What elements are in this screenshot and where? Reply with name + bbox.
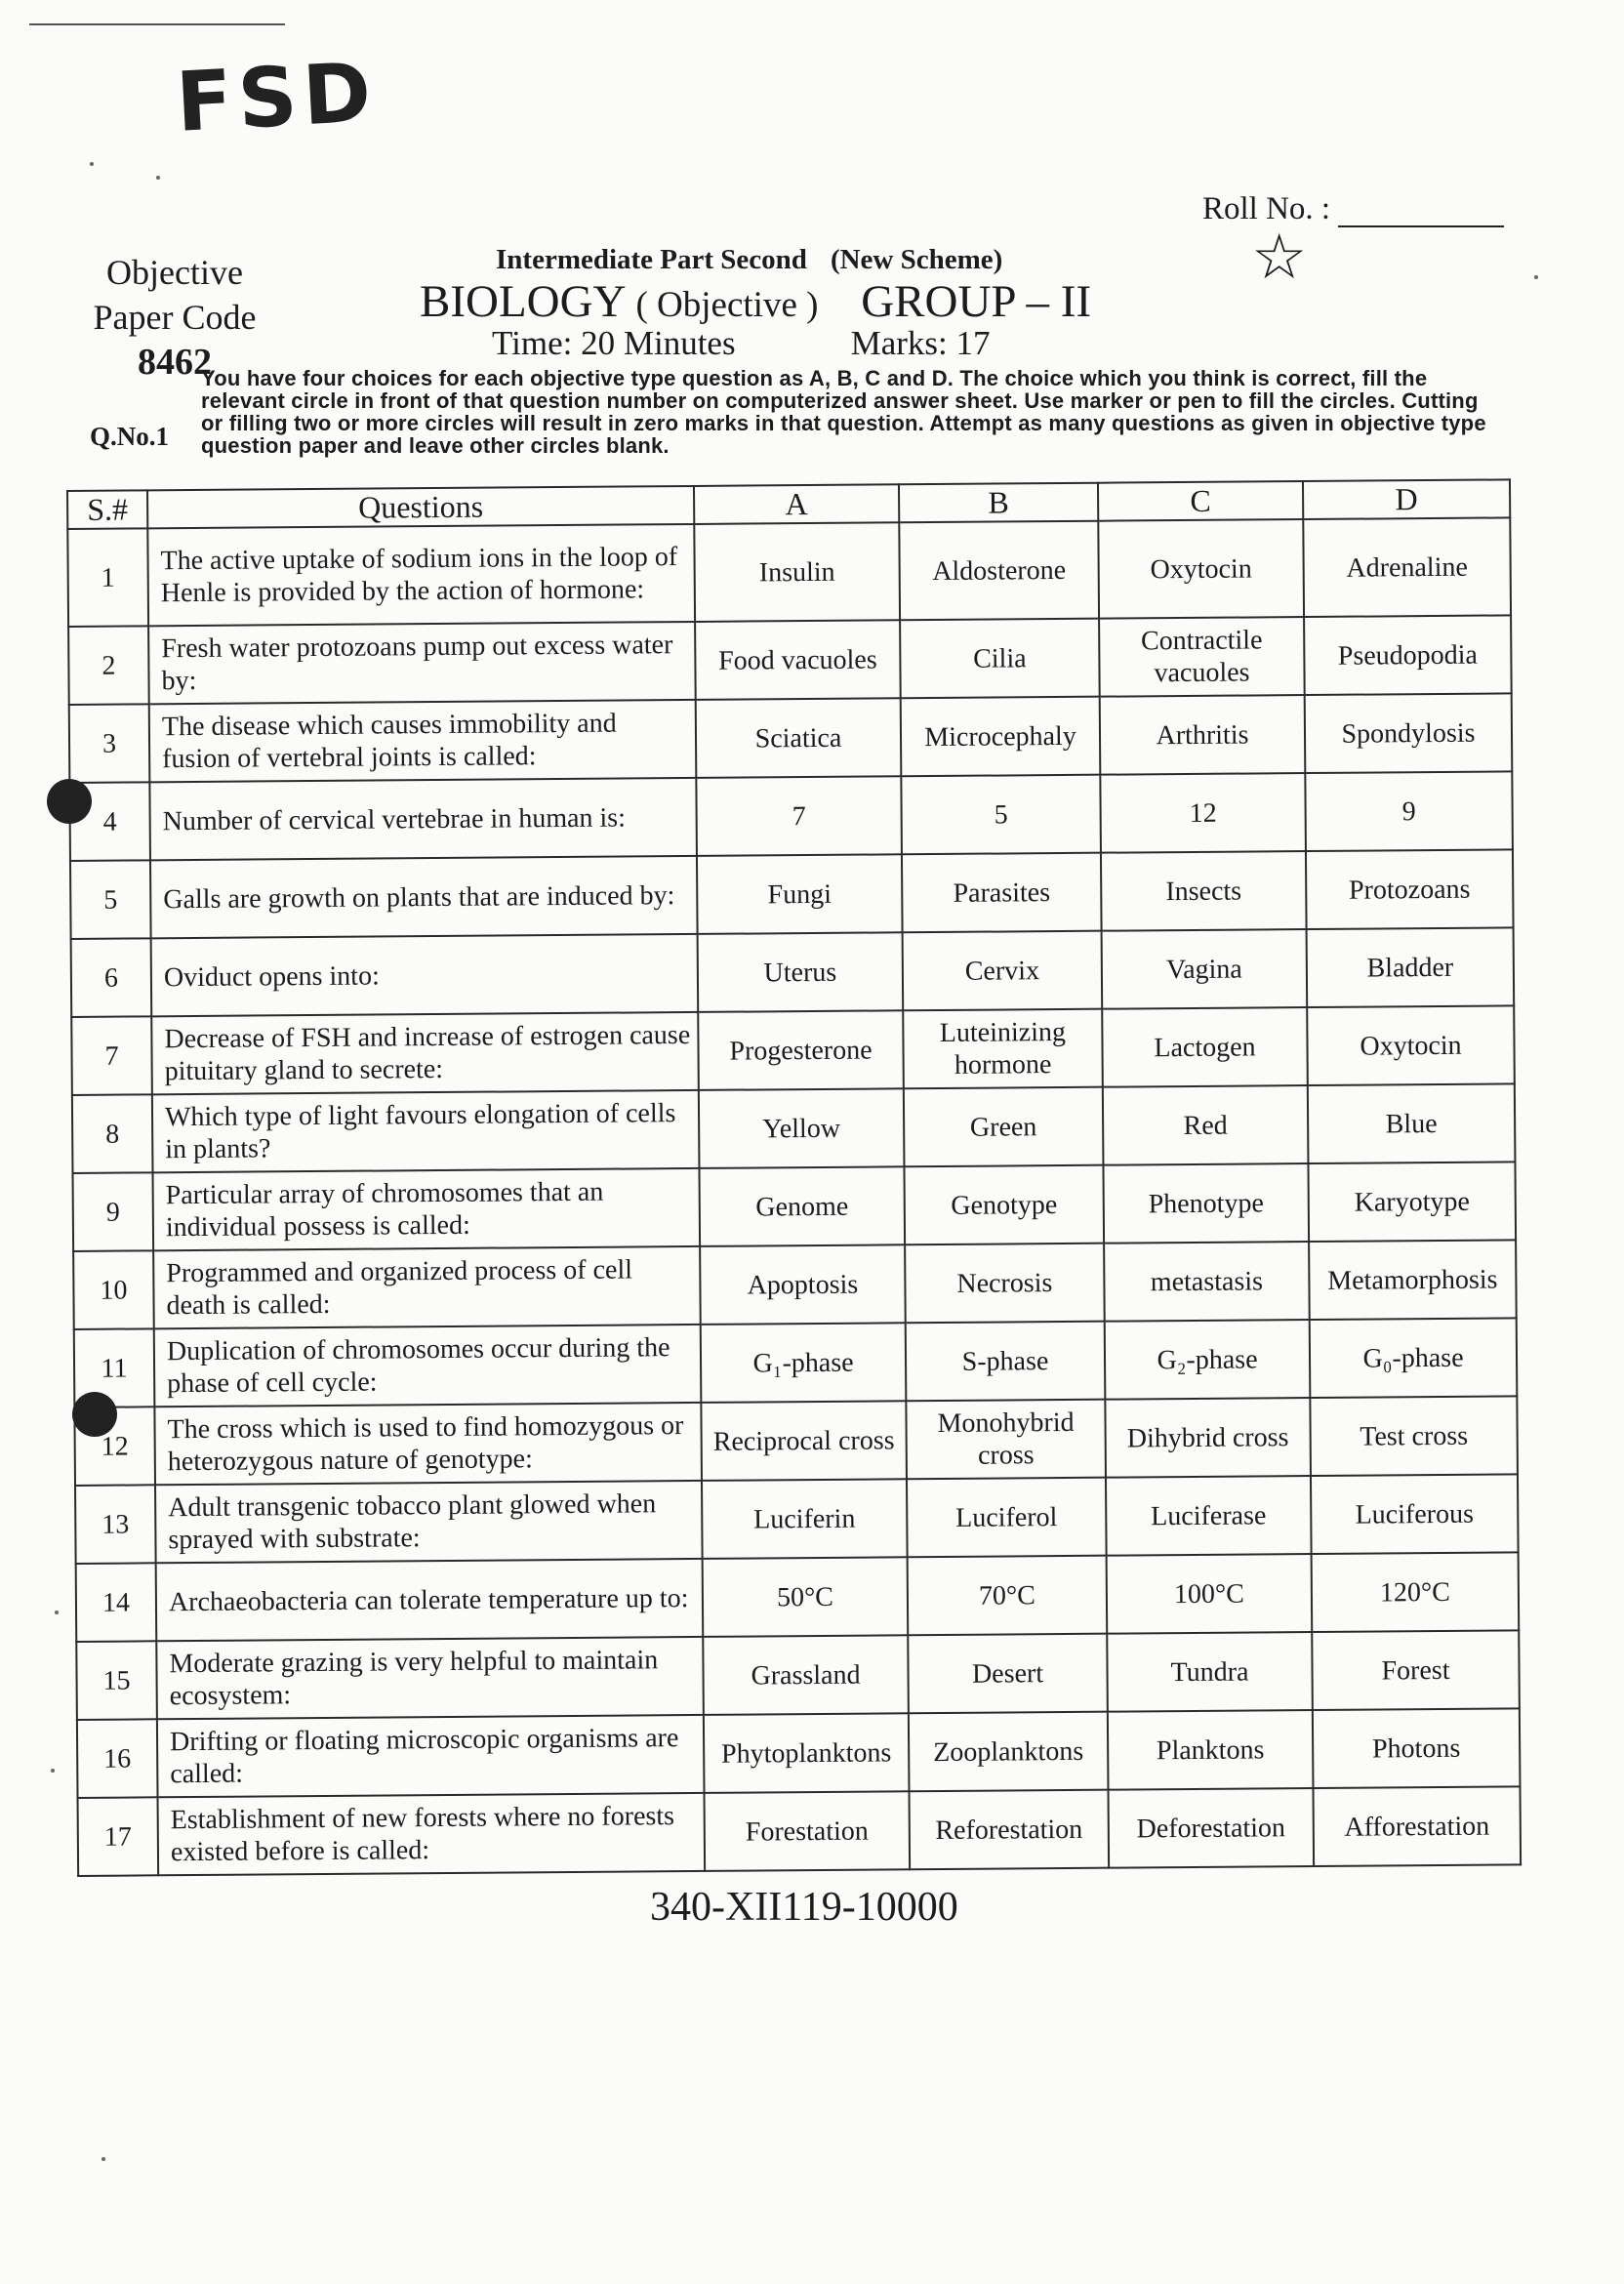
scan-speck bbox=[51, 1769, 55, 1773]
option-c-cell: G₂-phase bbox=[1105, 1320, 1311, 1400]
scan-speck bbox=[90, 162, 94, 166]
table-row bbox=[74, 1396, 1518, 1486]
option-b-cell: Cervix bbox=[903, 931, 1103, 1011]
option-c-cell: Tundra bbox=[1107, 1632, 1313, 1712]
option-b-cell: Reforestation bbox=[909, 1790, 1109, 1870]
question-cell: Moderate grazing is very helpful to maintain ecosystem: bbox=[156, 1637, 704, 1719]
scan-speck bbox=[55, 1611, 59, 1614]
subject-title: BIOLOGY bbox=[420, 276, 625, 327]
header-a: A bbox=[694, 484, 899, 524]
option-a-cell: Luciferin bbox=[702, 1479, 908, 1559]
option-a-cell: 50°C bbox=[703, 1557, 909, 1637]
option-c-cell: Dihybrid cross bbox=[1105, 1398, 1311, 1478]
punch-hole-top bbox=[47, 779, 92, 824]
question-cell: Establishment of new forests where no forests existed before is called: bbox=[158, 1793, 706, 1875]
table-row bbox=[73, 1240, 1517, 1329]
option-a-cell: Progesterone bbox=[698, 1010, 904, 1090]
option-c-cell: Vagina bbox=[1102, 929, 1308, 1009]
scheme-label: (New Scheme) bbox=[830, 244, 1003, 275]
serial-cell: 15 bbox=[76, 1641, 157, 1720]
option-d-cell: Pseudopodia bbox=[1304, 615, 1512, 695]
option-a-cell: Grassland bbox=[703, 1635, 909, 1715]
subject-type: ( Objective ) bbox=[635, 285, 819, 325]
questions-table bbox=[66, 478, 1522, 1877]
option-a-cell: Sciatica bbox=[696, 698, 902, 778]
time-marks-line bbox=[492, 324, 991, 363]
option-c-cell: Lactogen bbox=[1102, 1007, 1308, 1087]
handwritten-mark: FSD bbox=[174, 44, 380, 150]
scan-speck bbox=[156, 176, 160, 180]
roll-blank-line bbox=[1338, 198, 1504, 227]
question-cell: Drifting or floating microscopic organisms are called: bbox=[157, 1715, 705, 1797]
serial-cell: 9 bbox=[72, 1172, 153, 1251]
option-c-cell: Insects bbox=[1101, 851, 1307, 931]
option-d-cell: Bladder bbox=[1307, 927, 1515, 1007]
option-d-cell: Metamorphosis bbox=[1309, 1240, 1517, 1320]
serial-cell: 14 bbox=[76, 1563, 157, 1642]
option-b-cell: Luciferol bbox=[907, 1478, 1107, 1558]
option-d-cell: Test cross bbox=[1310, 1396, 1518, 1476]
option-c-cell: Red bbox=[1103, 1085, 1309, 1165]
serial-cell: 8 bbox=[72, 1094, 153, 1173]
time-label: Time: 20 Minutes bbox=[492, 324, 736, 362]
serial-cell: 13 bbox=[75, 1485, 156, 1564]
question-cell: Oviduct opens into: bbox=[151, 934, 699, 1016]
option-b-cell: Parasites bbox=[902, 853, 1102, 933]
table-row bbox=[74, 1318, 1518, 1407]
header-b: B bbox=[899, 483, 1098, 523]
serial-cell: 1 bbox=[67, 528, 148, 627]
option-c-cell: Arthritis bbox=[1100, 695, 1306, 775]
paper-label-line2: Paper Code bbox=[93, 298, 257, 337]
option-b-cell: 5 bbox=[901, 775, 1101, 855]
table-row bbox=[72, 1083, 1516, 1173]
paper-label-line1: Objective bbox=[106, 253, 243, 292]
paper-code-block bbox=[82, 250, 267, 385]
option-a-cell: G₁-phase bbox=[701, 1323, 907, 1403]
question-number: Q.No.1 bbox=[90, 422, 169, 451]
table-body bbox=[67, 517, 1521, 1876]
option-c-cell: Oxytocin bbox=[1098, 519, 1304, 619]
roll-label: Roll No. : bbox=[1202, 191, 1331, 226]
option-d-cell: Luciferous bbox=[1311, 1474, 1519, 1554]
serial-cell: 7 bbox=[71, 1016, 152, 1095]
question-cell: Duplication of chromosomes occur during the phase of cell cycle: bbox=[154, 1325, 702, 1407]
option-d-cell: 9 bbox=[1305, 771, 1513, 851]
serial-cell: 2 bbox=[68, 626, 149, 705]
option-c-cell: 100°C bbox=[1107, 1554, 1313, 1634]
group-label: GROUP – II bbox=[861, 276, 1092, 327]
header-serial: S.# bbox=[67, 490, 147, 529]
option-a-cell: Food vacuoles bbox=[695, 620, 901, 700]
serial-cell: 10 bbox=[73, 1250, 154, 1329]
option-a-cell: Apoptosis bbox=[700, 1244, 906, 1325]
table-row bbox=[71, 927, 1515, 1017]
paper-code: 8462 bbox=[138, 342, 212, 383]
option-b-cell: S-phase bbox=[906, 1322, 1106, 1402]
option-b-cell: Genotype bbox=[904, 1165, 1104, 1245]
punch-hole-bottom bbox=[72, 1392, 117, 1437]
option-c-cell: Deforestation bbox=[1108, 1788, 1314, 1868]
option-a-cell: Forestation bbox=[705, 1791, 911, 1871]
question-cell: Programmed and organized process of cell death is called: bbox=[153, 1246, 701, 1328]
option-a-cell: Phytoplanktons bbox=[704, 1713, 910, 1793]
marks-label: Marks: 17 bbox=[850, 324, 991, 362]
option-c-cell: Planktons bbox=[1108, 1710, 1314, 1790]
question-cell: Number of cervical vertebrae in human is: bbox=[149, 778, 697, 860]
option-d-cell: Photons bbox=[1313, 1708, 1521, 1788]
option-a-cell: Insulin bbox=[694, 522, 900, 622]
option-b-cell: Luteinizing hormone bbox=[903, 1009, 1103, 1089]
questions-table-wrapper bbox=[66, 478, 1522, 1877]
option-c-cell: 12 bbox=[1100, 773, 1306, 853]
option-b-cell: Zooplanktons bbox=[909, 1712, 1109, 1792]
question-cell: Galls are growth on plants that are induced by: bbox=[150, 856, 698, 938]
serial-cell: 16 bbox=[77, 1719, 158, 1798]
table-row bbox=[71, 1005, 1515, 1095]
question-cell: Archaeobacteria can tolerate temperature up to: bbox=[156, 1559, 704, 1641]
scan-speck bbox=[1534, 275, 1538, 279]
table-row bbox=[75, 1474, 1519, 1564]
option-c-cell: Luciferase bbox=[1106, 1476, 1312, 1556]
option-d-cell: Karyotype bbox=[1308, 1162, 1516, 1242]
option-a-cell: Yellow bbox=[699, 1088, 905, 1168]
table-row bbox=[67, 517, 1511, 627]
table-row bbox=[70, 849, 1514, 939]
serial-cell: 12 bbox=[74, 1407, 155, 1486]
option-d-cell: 120°C bbox=[1312, 1552, 1520, 1632]
serial-cell: 11 bbox=[74, 1328, 155, 1407]
question-cell: Decrease of FSH and increase of estrogen cause pituitary gland to secrete: bbox=[151, 1012, 699, 1094]
option-d-cell: G₀-phase bbox=[1310, 1318, 1518, 1398]
option-b-cell: Green bbox=[904, 1087, 1104, 1167]
option-c-cell: Contractile vacuoles bbox=[1099, 617, 1305, 697]
table-row bbox=[68, 615, 1512, 705]
option-a-cell: Uterus bbox=[698, 932, 904, 1012]
table-row bbox=[76, 1630, 1520, 1720]
option-d-cell: Protozoans bbox=[1306, 849, 1514, 929]
instructions: You have four choices for each objective type question as A, B, C and D. The choice which you think is correct, fill the relevant circle in front of that question number on computerized answer sheet. Use marker or pen to fill the circles. Cutting or filling two or more circles will result in zero marks in that question. Attempt as many questions as given in objective type question paper and leave other circles blank. bbox=[201, 366, 1486, 458]
question-cell: The disease which causes immobility and fusion of vertebral joints is called: bbox=[149, 700, 697, 782]
serial-cell: 4 bbox=[69, 782, 150, 861]
question-cell: Which type of light favours elongation of cells in plants? bbox=[152, 1090, 700, 1172]
option-a-cell: Genome bbox=[699, 1166, 905, 1246]
table-row bbox=[72, 1162, 1516, 1251]
option-a-cell: Reciprocal cross bbox=[701, 1401, 907, 1481]
question-cell: Particular array of chromosomes that an individual possess is called: bbox=[152, 1168, 700, 1250]
option-a-cell: 7 bbox=[696, 776, 902, 856]
star-icon: ☆ bbox=[1251, 222, 1308, 294]
option-b-cell: 70°C bbox=[908, 1556, 1108, 1636]
table-row bbox=[78, 1786, 1522, 1876]
option-d-cell: Forest bbox=[1312, 1630, 1520, 1710]
option-c-cell: metastasis bbox=[1104, 1242, 1310, 1322]
question-cell: The cross which is used to find homozygous or heterozygous nature of genotype: bbox=[154, 1403, 702, 1485]
table-row bbox=[76, 1552, 1520, 1642]
option-b-cell: Cilia bbox=[900, 619, 1100, 699]
serial-cell: 6 bbox=[71, 938, 152, 1017]
option-b-cell: Aldosterone bbox=[899, 521, 1099, 621]
scan-speck bbox=[102, 2157, 105, 2161]
subject-line bbox=[420, 275, 1091, 328]
question-cell: Fresh water protozoans pump out excess water by: bbox=[148, 622, 696, 704]
header-c: C bbox=[1098, 481, 1303, 521]
serial-cell: 17 bbox=[78, 1797, 159, 1876]
option-d-cell: Spondylosis bbox=[1305, 693, 1513, 773]
option-b-cell: Necrosis bbox=[905, 1244, 1105, 1324]
serial-cell: 5 bbox=[70, 860, 151, 939]
table-row bbox=[69, 771, 1513, 861]
question-cell: The active uptake of sodium ions in the loop of Henle is provided by the action of hormone: bbox=[147, 524, 695, 626]
header-d: D bbox=[1303, 479, 1510, 519]
option-d-cell: Blue bbox=[1308, 1083, 1516, 1163]
question-cell: Adult transgenic tobacco plant glowed when sprayed with substrate: bbox=[155, 1481, 703, 1563]
exam-part bbox=[496, 244, 1002, 276]
option-b-cell: Microcephaly bbox=[901, 697, 1101, 777]
part-label: Intermediate Part Second bbox=[496, 244, 807, 275]
table-row bbox=[69, 693, 1513, 783]
serial-cell: 3 bbox=[69, 704, 150, 783]
option-c-cell: Phenotype bbox=[1103, 1163, 1309, 1244]
roll-number-field bbox=[1202, 191, 1504, 227]
option-b-cell: Desert bbox=[908, 1634, 1108, 1714]
table-row bbox=[77, 1708, 1521, 1798]
option-a-cell: Fungi bbox=[697, 854, 903, 934]
option-b-cell: Monohybrid cross bbox=[906, 1400, 1106, 1480]
option-d-cell: Oxytocin bbox=[1307, 1005, 1515, 1085]
header-questions: Questions bbox=[147, 486, 694, 528]
top-rule bbox=[29, 23, 285, 25]
footer-code: 340-XII119-10000 bbox=[650, 1885, 958, 1930]
option-d-cell: Afforestation bbox=[1313, 1786, 1521, 1866]
option-d-cell: Adrenaline bbox=[1303, 517, 1511, 617]
